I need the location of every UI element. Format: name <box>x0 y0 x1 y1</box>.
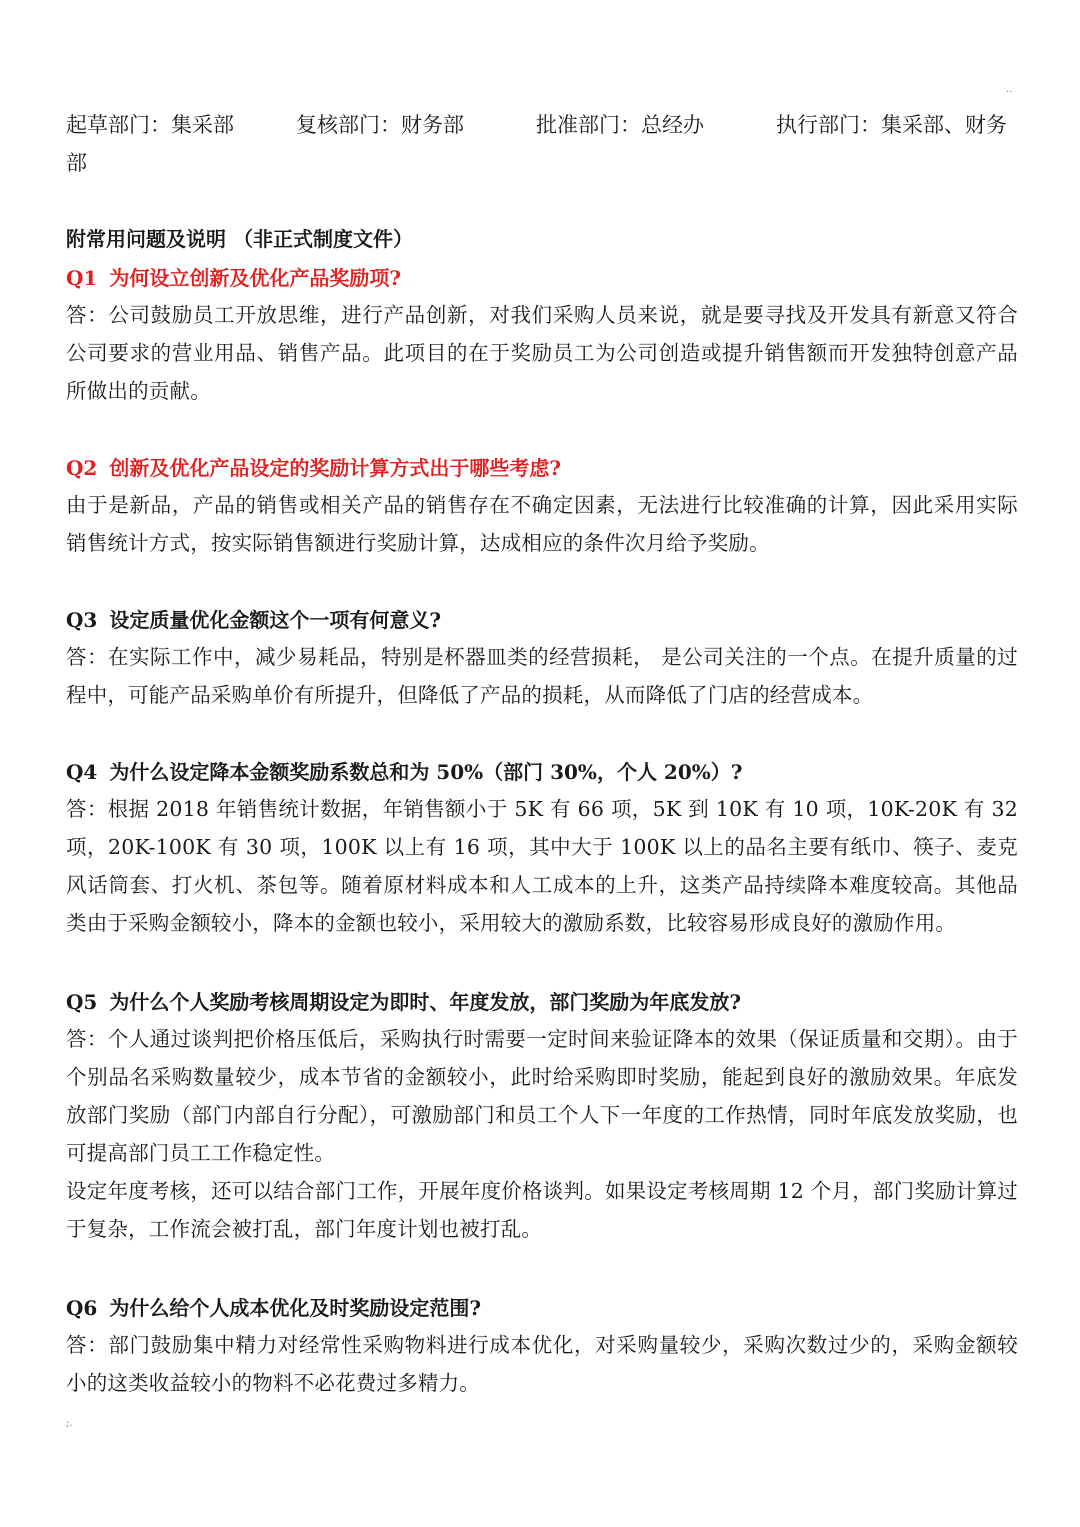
question-text: 为何设立创新及优化产品奖励项? <box>109 266 402 290</box>
corner-mark-top: .. <box>1006 84 1013 95</box>
drafting-department: 起草部门：集采部 <box>66 113 234 137</box>
execution-department-wrap: 部 <box>66 151 87 175</box>
answer-text <box>66 1020 1018 1248</box>
corner-mark-bottom: ;. <box>66 1418 73 1429</box>
question-text: 为什么个人奖励考核周期设定为即时、年度发放，部门奖励为年底发放? <box>109 990 742 1014</box>
question-id: Q4 <box>66 760 98 784</box>
question-text: 为什么设定降本金额奖励系数总和为 50%（部门 30%，个人 20%）? <box>109 760 743 784</box>
qa-item-q5 <box>66 984 1018 1248</box>
question-id: Q2 <box>66 456 98 480</box>
question-text: 为什么给个人成本优化及时奖励设定范围? <box>109 1296 482 1320</box>
question-heading <box>66 1290 1018 1326</box>
qa-item-q1 <box>66 260 1018 410</box>
question-heading <box>66 602 1018 638</box>
section-title: 附常用问题及说明 （非正式制度文件） <box>66 227 413 251</box>
question-id: Q3 <box>66 608 98 632</box>
qa-item-q4 <box>66 754 1018 942</box>
answer-text <box>66 638 1018 714</box>
answer-paragraph: 设定年度考核，还可以结合部门工作，开展年度价格谈判。如果设定考核周期 12 个月，部门奖励计算过于复杂，工作流会被打乱，部门年度计划也被打乱。 <box>66 1179 1018 1241</box>
question-id: Q1 <box>66 266 98 290</box>
answer-paragraph: 答：个人通过谈判把价格压低后，采购执行时需要一定时间来验证降本的效果（保证质量和交期）。由于个别品名采购数量较少，成本节省的金额较小，此时给采购即时奖励，能起到良好的激励效果。年底发放部门奖励（部门内部自行分配），可激励部门和员工个人下一年度的工作热情，同时年底发放奖励，也可提高部门员工工作稳定性。 <box>66 1027 1018 1165</box>
question-heading <box>66 984 1018 1020</box>
question-text: 创新及优化产品设定的奖励计算方式出于哪些考虑? <box>109 456 562 480</box>
qa-item-q6 <box>66 1290 1018 1402</box>
qa-item-q3 <box>66 602 1018 714</box>
answer-paragraph: 答：根据 2018 年销售统计数据，年销售额小于 5K 有 66 项，5K 到 10K 有 10 项，10K-20K 有 32 项，20K-100K 有 30 项，100K 以上有 16 项，其中大于 100K 以上的品名主要有纸巾、筷子、麦克风话筒套、打火机、茶包等。随着原材料成本和人工成本的上升，这类产品持续降本难度较高。其他品类由于采购金额较小，降本的金额也较小，采用较大的激励系数，比较容易形成良好的激励作用。 <box>66 797 1018 935</box>
qa-item-q2 <box>66 450 1018 562</box>
question-id: Q6 <box>66 1296 98 1320</box>
answer-paragraph: 答：部门鼓励集中精力对经常性采购物料进行成本优化，对采购量较少，采购次数过少的，采购金额较小的这类收益较小的物料不必花费过多精力。 <box>66 1333 1018 1395</box>
approval-department: 批准部门：总经办 <box>536 113 704 137</box>
answer-text <box>66 486 1018 562</box>
execution-department: 执行部门：集采部、财务 <box>776 113 1007 137</box>
question-text: 设定质量优化金额这个一项有何意义? <box>109 608 442 632</box>
answer-paragraph: 答：在实际工作中，减少易耗品，特别是杯器皿类的经营损耗， 是公司关注的一个点。在提升质量的过程中，可能产品采购单价有所提升，但降低了产品的损耗，从而降低了门店的经营成本。 <box>66 645 1018 707</box>
question-heading <box>66 450 1018 486</box>
answer-text <box>66 1326 1018 1402</box>
answer-text <box>66 790 1018 942</box>
answer-text <box>66 296 1018 410</box>
question-heading <box>66 754 1018 790</box>
document-page <box>66 0 1018 1527</box>
question-heading <box>66 260 1018 296</box>
answer-paragraph: 由于是新品，产品的销售或相关产品的销售存在不确定因素，无法进行比较准确的计算，因此采用实际销售统计方式，按实际销售额进行奖励计算，达成相应的条件次月给予奖励。 <box>66 493 1018 555</box>
answer-paragraph: 答：公司鼓励员工开放思维，进行产品创新，对我们采购人员来说，就是要寻找及开发具有新意又符合公司要求的营业用品、销售产品。此项目的在于奖励员工为公司创造或提升销售额而开发独特创意产品所做出的贡献。 <box>66 303 1018 403</box>
question-id: Q5 <box>66 990 98 1014</box>
review-department: 复核部门：财务部 <box>296 113 464 137</box>
